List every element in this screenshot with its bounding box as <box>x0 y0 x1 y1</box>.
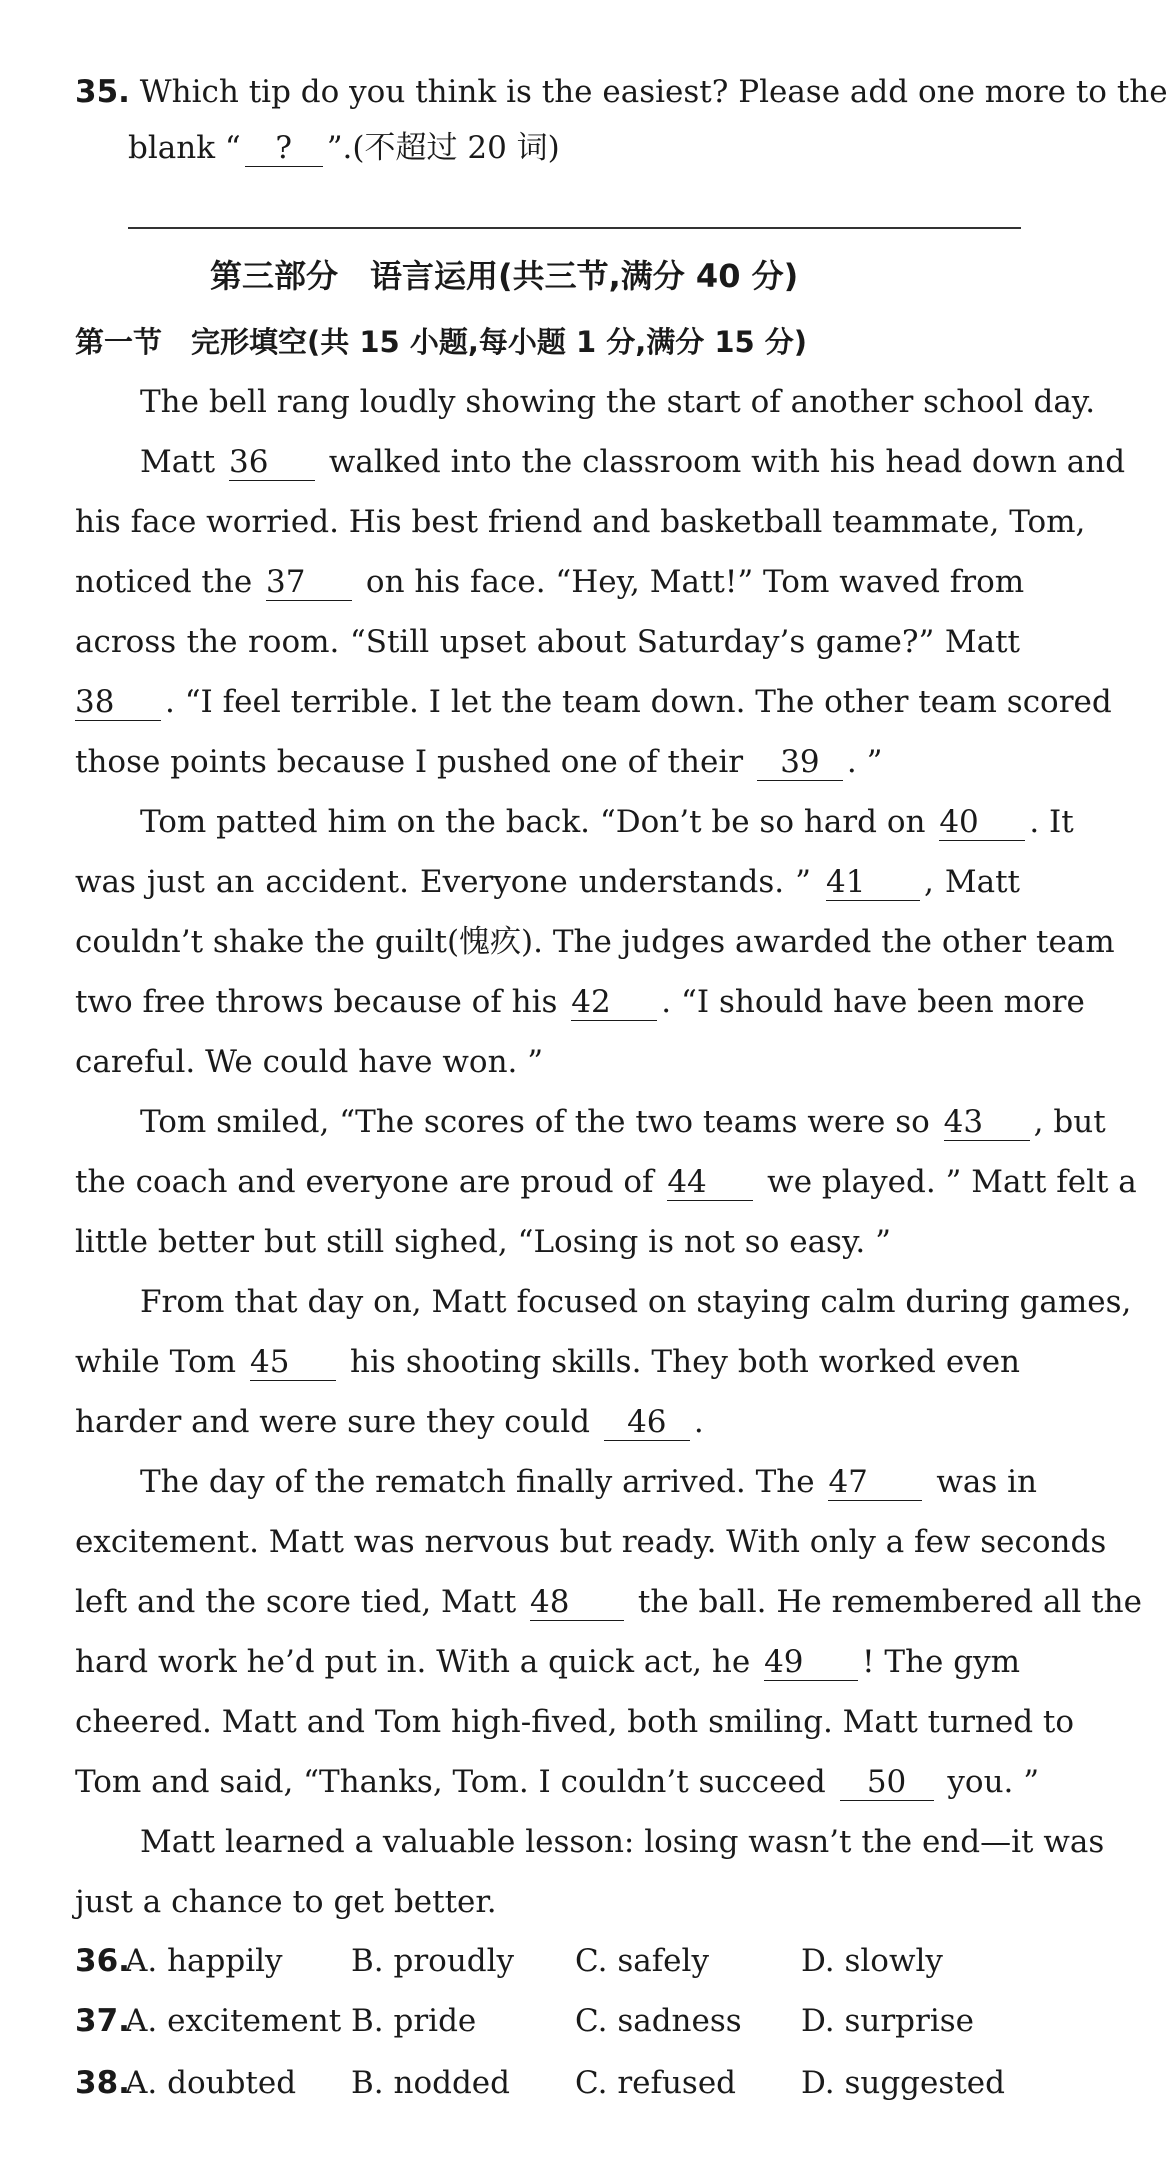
option-c[interactable]: C. refused <box>575 2065 737 2101</box>
blank-43[interactable]: 43 <box>944 1104 1030 1141</box>
q35-blank[interactable]: ? <box>245 130 323 167</box>
option-b[interactable]: B. nodded <box>351 2065 510 2101</box>
passage-line: harder and were sure they could 46 . <box>75 1404 704 1440</box>
passage-line: little better but still sighed, “Losing is not so easy. ” <box>75 1224 891 1260</box>
blank-50[interactable]: 50 <box>840 1764 934 1801</box>
q35-line-1 <box>75 72 1168 112</box>
option-number: 37. <box>75 2003 130 2039</box>
section1-label: 第一节 <box>75 325 163 359</box>
passage-line: Tom smiled, “The scores of the two teams were so 43 , but <box>140 1104 1106 1140</box>
part3-heading: 第三部分 语言运用(共三节,满分 40 分) <box>210 257 799 295</box>
option-row-36 <box>75 1940 1020 1982</box>
option-number: 36. <box>75 1943 130 1979</box>
divider-rule <box>128 227 1021 229</box>
blank-41[interactable]: 41 <box>826 864 920 901</box>
passage-line: Tom and said, “Thanks, Tom. I couldn’t succeed 50 you. ” <box>75 1764 1040 1800</box>
passage-line: From that day on, Matt focused on staying calm during games, <box>140 1284 1132 1320</box>
blank-37[interactable]: 37 <box>266 564 352 601</box>
passage-line: noticed the 37 on his face. “Hey, Matt!” Tom waved from <box>75 564 1025 600</box>
passage-line: two free throws because of his 42 . “I should have been more <box>75 984 1085 1020</box>
passage-line: Tom patted him on the back. “Don’t be so hard on 40 . It <box>140 804 1074 840</box>
option-c[interactable]: C. safely <box>575 1943 709 1979</box>
q35-number: 35. <box>75 74 130 110</box>
passage-line: across the room. “Still upset about Saturday’s game?” Matt <box>75 624 1020 660</box>
passage-line: the coach and everyone are proud of 44 we played. ” Matt felt a <box>75 1164 1137 1200</box>
blank-46[interactable]: 46 <box>604 1404 690 1441</box>
passage-line: Matt 36 walked into the classroom with his head down and <box>140 444 1126 480</box>
passage-line: excitement. Matt was nervous but ready. With only a few seconds <box>75 1524 1107 1560</box>
blank-42[interactable]: 42 <box>571 984 657 1021</box>
blank-40[interactable]: 40 <box>939 804 1025 841</box>
blank-45[interactable]: 45 <box>250 1344 336 1381</box>
option-row-38 <box>75 2062 1020 2104</box>
passage-line: those points because I pushed one of their 39 . ” <box>75 744 883 780</box>
option-number: 38. <box>75 2065 130 2101</box>
passage-line: was just an accident. Everyone understands. ” 41 , Matt <box>75 864 1020 900</box>
option-d[interactable]: D. surprise <box>801 2003 974 2039</box>
passage-line: cheered. Matt and Tom high-fived, both smiling. Matt turned to <box>75 1704 1075 1740</box>
blank-47[interactable]: 47 <box>828 1464 922 1501</box>
option-d[interactable]: D. suggested <box>801 2065 1005 2101</box>
passage-line: couldn’t shake the guilt(愧疚). The judges awarded the other team <box>75 924 1115 960</box>
option-b[interactable]: B. proudly <box>351 1943 515 1979</box>
passage-line: 38 . “I feel terrible. I let the team down. The other team scored <box>75 684 1112 720</box>
passage-line: his face worried. His best friend and basketball teammate, Tom, <box>75 504 1086 540</box>
q35-text-3: ”.(不超过 20 词) <box>326 130 560 166</box>
passage-line: The day of the rematch finally arrived. The 47 was in <box>140 1464 1037 1500</box>
option-row-37 <box>75 2000 1020 2042</box>
q35-text-1: Which tip do you think is the easiest? Please add one more to the <box>139 74 1168 110</box>
passage-line: careful. We could have won. ” <box>75 1044 544 1080</box>
q35-line-2 <box>128 128 1073 168</box>
blank-49[interactable]: 49 <box>764 1644 858 1681</box>
q35-text-2: blank “ <box>128 130 241 166</box>
blank-39[interactable]: 39 <box>757 744 843 781</box>
passage-line: Matt learned a valuable lesson: losing wasn’t the end—it was <box>140 1824 1105 1860</box>
blank-48[interactable]: 48 <box>530 1584 624 1621</box>
blank-36[interactable]: 36 <box>229 444 315 481</box>
passage-line: left and the score tied, Matt 48 the ball. He remembered all the <box>75 1584 1142 1620</box>
passage-line: just a chance to get better. <box>75 1884 497 1920</box>
option-c[interactable]: C. sadness <box>575 2003 742 2039</box>
option-a[interactable]: A. doubted <box>125 2065 297 2101</box>
passage-line: while Tom 45 his shooting skills. They both worked even <box>75 1344 1021 1380</box>
blank-38[interactable]: 38 <box>75 684 161 721</box>
passage-line: The bell rang loudly showing the start of another school day. <box>140 384 1096 420</box>
section1-title: 完形填空(共 15 小题,每小题 1 分,满分 15 分) <box>191 325 808 359</box>
section1-heading <box>75 322 807 362</box>
option-b[interactable]: B. pride <box>351 2003 477 2039</box>
option-a[interactable]: A. excitement <box>125 2003 342 2039</box>
option-d[interactable]: D. slowly <box>801 1943 943 1979</box>
option-a[interactable]: A. happily <box>125 1943 283 1979</box>
blank-44[interactable]: 44 <box>667 1164 753 1201</box>
passage-line: hard work he’d put in. With a quick act, he 49 ! The gym <box>75 1644 1021 1680</box>
